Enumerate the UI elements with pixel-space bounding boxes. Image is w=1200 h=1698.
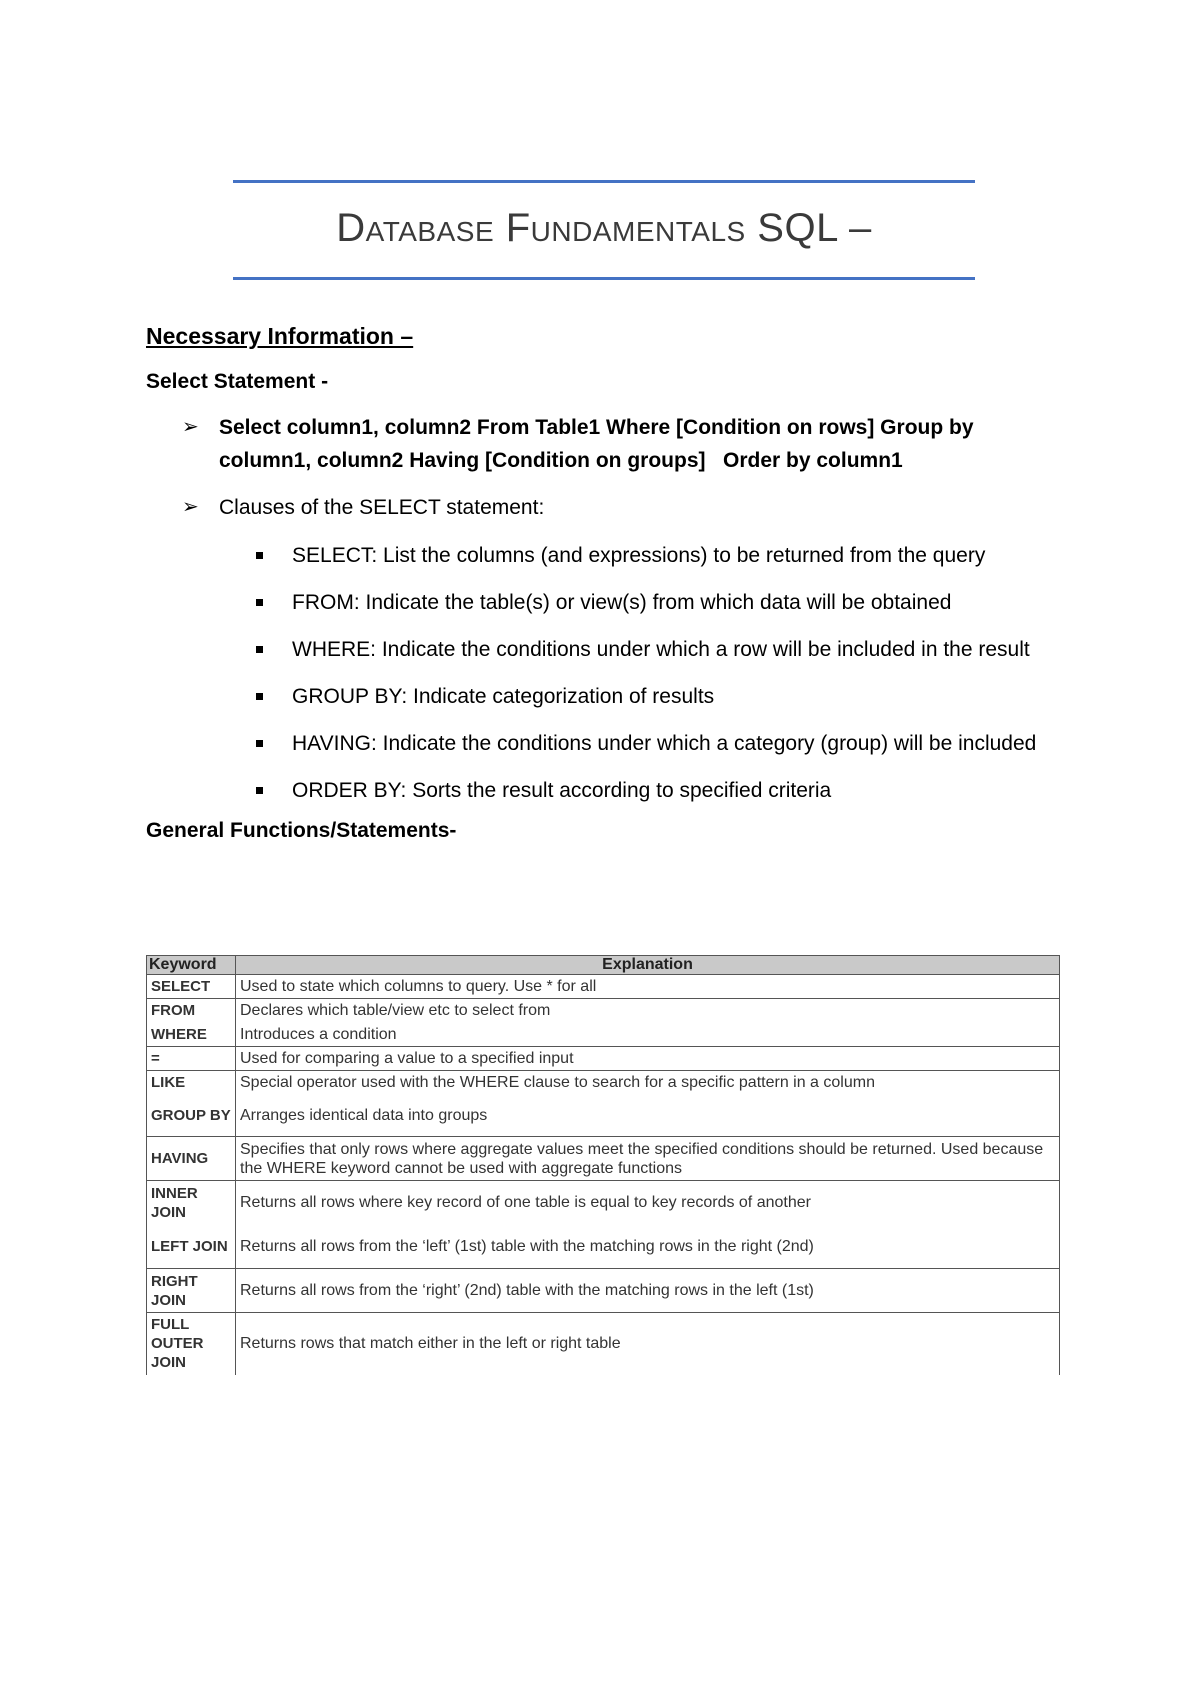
clause-text: FROM: Indicate the table(s) or view(s) from which data will be obtained (292, 591, 952, 614)
explanation-cell: Arranges identical data into groups (236, 1095, 1060, 1137)
title-rule-bottom (233, 277, 975, 280)
keyword-cell: FROM (147, 999, 236, 1023)
clause-item (146, 775, 1066, 807)
column-header-explanation: Explanation (236, 956, 1060, 975)
select-arrow-list (146, 411, 1066, 807)
explanation-cell: Specifies that only rows where aggregate values meet the specified conditions should be returned. Used because the WHERE keyword cannot be used with aggregate functions (236, 1137, 1060, 1181)
explanation-cell: Returns all rows from the ‘right’ (2nd) table with the matching rows in the left (1st) (236, 1269, 1060, 1313)
clauses-list (146, 540, 1066, 807)
explanation-cell: Returns all rows from the ‘left’ (1st) table with the matching rows in the right (2nd) (236, 1225, 1060, 1269)
square-bullet-icon (256, 552, 263, 559)
content-body (146, 320, 1066, 860)
arrow-bullet-icon: ➢ (182, 496, 199, 518)
clause-text: HAVING: Indicate the conditions under which a category (group) will be included (292, 732, 1037, 755)
syntax-line-2: column1, column2 Having [Condition on groups] Order by column1 (219, 449, 903, 472)
keyword-cell: = (147, 1047, 236, 1071)
clause-text: GROUP BY: Indicate categorization of results (292, 685, 715, 708)
table-row (147, 1225, 1060, 1269)
keyword-cell: FULL OUTER JOIN (147, 1313, 236, 1375)
table-row (147, 1313, 1060, 1375)
keyword-cell: WHERE (147, 1023, 236, 1047)
square-bullet-icon (256, 787, 263, 794)
keyword-cell: LIKE (147, 1071, 236, 1095)
clause-text: WHERE: Indicate the conditions under which a row will be included in the result (292, 638, 1030, 661)
clause-item (146, 634, 1066, 666)
table-header-row (147, 956, 1060, 975)
keyword-cell: HAVING (147, 1137, 236, 1181)
table-row (147, 1095, 1060, 1137)
document-title: Database Fundamentals SQL – (336, 206, 872, 250)
syntax-line-1: Select column1, column2 From Table1 Where [Condition on rows] Group by (219, 416, 974, 439)
table-row (147, 1071, 1060, 1095)
clauses-item (146, 491, 1066, 807)
table-row (147, 1181, 1060, 1225)
explanation-cell: Special operator used with the WHERE clause to search for a specific pattern in a column (236, 1071, 1060, 1095)
column-header-keyword: Keyword (147, 956, 236, 975)
explanation-cell: Declares which table/view etc to select from (236, 999, 1060, 1023)
necessary-info-heading: Necessary Information – (146, 323, 414, 349)
keyword-cell: GROUP BY (147, 1095, 236, 1137)
syntax-item (146, 411, 1066, 477)
table-row (147, 975, 1060, 999)
table-row (147, 999, 1060, 1023)
square-bullet-icon (256, 693, 263, 700)
arrow-bullet-icon: ➢ (182, 416, 199, 438)
square-bullet-icon (256, 740, 263, 747)
explanation-cell: Used for comparing a value to a specified input (236, 1047, 1060, 1071)
table-row (147, 1137, 1060, 1181)
select-statement-heading: Select Statement - (146, 370, 329, 393)
keyword-cell: LEFT JOIN (147, 1225, 236, 1269)
keyword-cell: SELECT (147, 975, 236, 999)
explanation-cell: Returns all rows where key record of one table is equal to key records of another (236, 1181, 1060, 1225)
clause-item (146, 587, 1066, 619)
general-functions-heading: General Functions/Statements- (146, 819, 457, 842)
clause-text: ORDER BY: Sorts the result according to specified criteria (292, 779, 832, 802)
clause-item (146, 540, 1066, 572)
square-bullet-icon (256, 599, 263, 606)
clauses-intro: Clauses of the SELECT statement: (219, 496, 545, 519)
clause-item (146, 728, 1066, 760)
table-row (147, 1023, 1060, 1047)
functions-table (146, 955, 1060, 1375)
explanation-cell: Returns rows that match either in the left or right table (236, 1313, 1060, 1375)
keyword-cell: RIGHT JOIN (147, 1269, 236, 1313)
square-bullet-icon (256, 646, 263, 653)
table-row (147, 1047, 1060, 1071)
table-row (147, 1269, 1060, 1313)
clause-item (146, 681, 1066, 713)
title-rule-top (233, 180, 975, 183)
clause-text: SELECT: List the columns (and expressions) to be returned from the query (292, 544, 986, 567)
keyword-cell: INNER JOIN (147, 1181, 236, 1225)
explanation-cell: Used to state which columns to query. Use * for all (236, 975, 1060, 999)
explanation-cell: Introduces a condition (236, 1023, 1060, 1047)
